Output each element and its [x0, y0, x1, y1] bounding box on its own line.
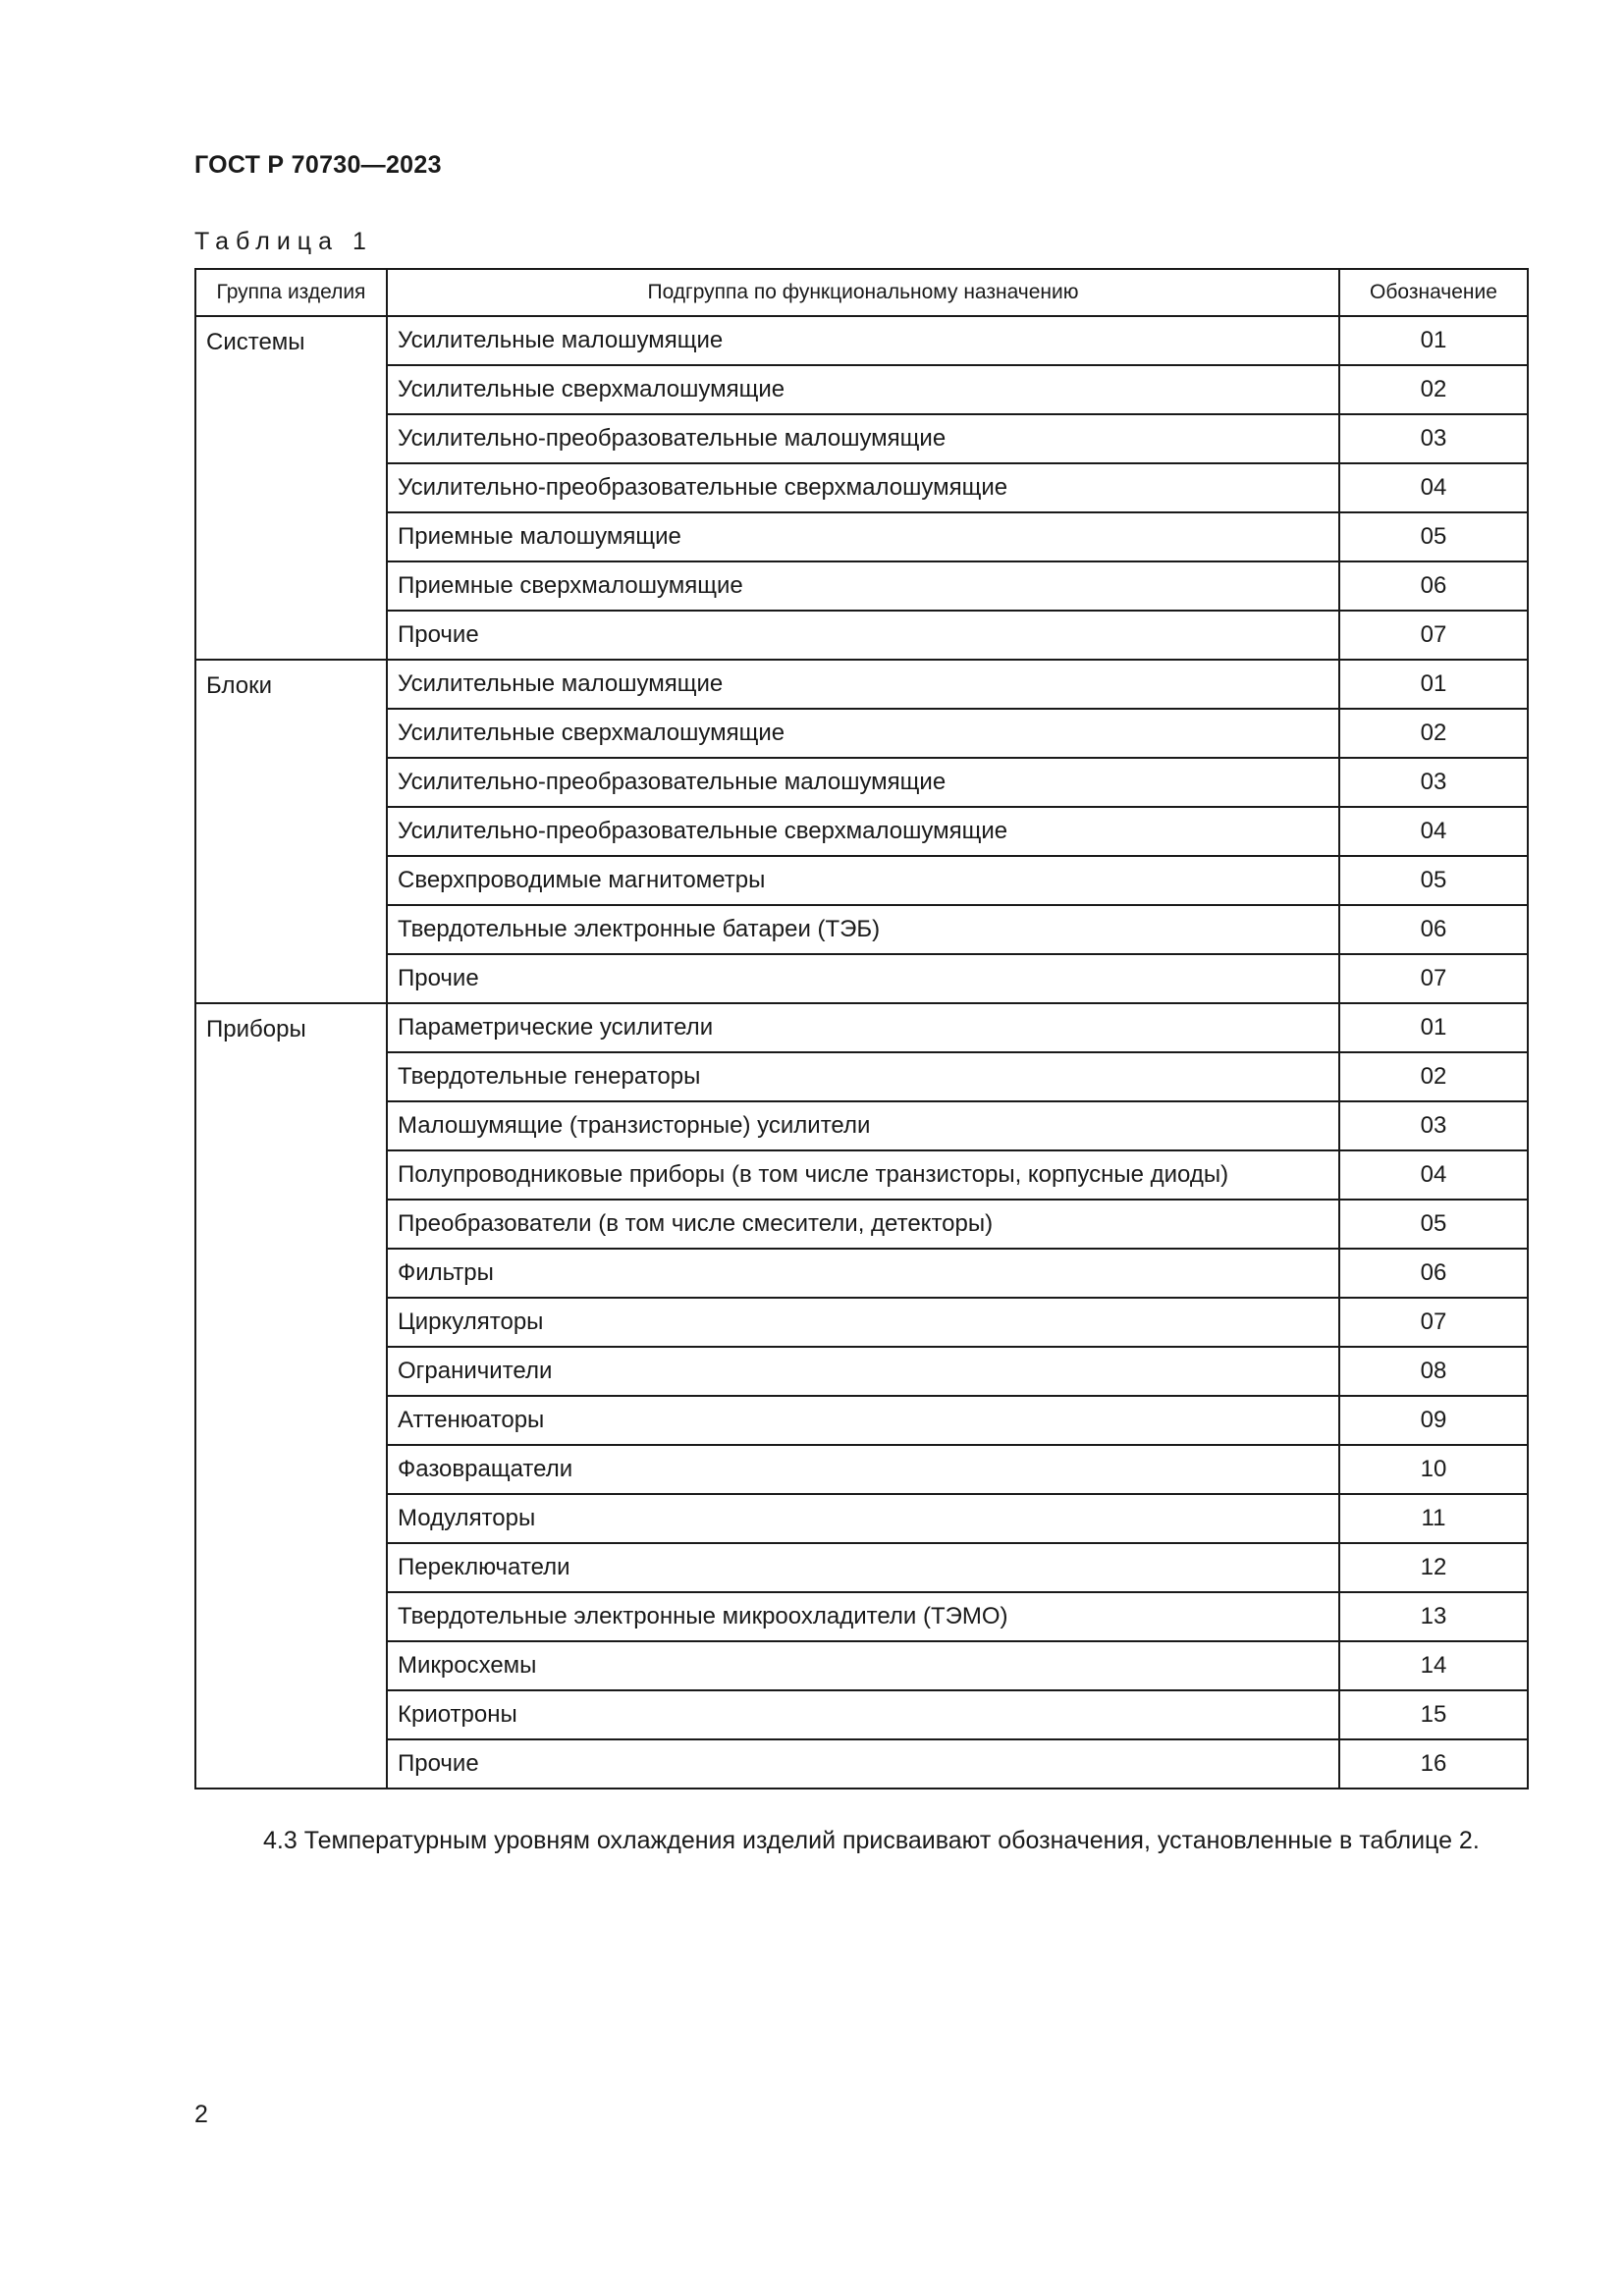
table-row	[195, 1690, 1528, 1739]
code-cell: 12	[1339, 1543, 1528, 1592]
table-row	[195, 316, 1528, 365]
table-row	[195, 1445, 1528, 1494]
code-cell: 05	[1339, 512, 1528, 561]
code-cell: 02	[1339, 365, 1528, 414]
subgroup-cell: Ограничители	[387, 1347, 1339, 1396]
table-row	[195, 1052, 1528, 1101]
table-row	[195, 1543, 1528, 1592]
subgroup-cell: Усилительные сверхмалошумящие	[387, 709, 1339, 758]
table-row	[195, 660, 1528, 709]
table-row	[195, 463, 1528, 512]
code-cell: 16	[1339, 1739, 1528, 1789]
subgroup-cell: Усилительные сверхмалошумящие	[387, 365, 1339, 414]
subgroup-cell: Полупроводниковые приборы (в том числе транзисторы, корпусные диоды)	[387, 1150, 1339, 1200]
code-cell: 02	[1339, 709, 1528, 758]
code-cell: 09	[1339, 1396, 1528, 1445]
subgroup-cell: Твердотельные электронные батареи (ТЭБ)	[387, 905, 1339, 954]
code-cell: 04	[1339, 1150, 1528, 1200]
code-cell: 08	[1339, 1347, 1528, 1396]
table-row	[195, 1494, 1528, 1543]
group-cell: Блоки	[195, 660, 387, 1003]
table-row	[195, 1739, 1528, 1789]
code-cell: 02	[1339, 1052, 1528, 1101]
group-cell: Системы	[195, 316, 387, 660]
table-row	[195, 1101, 1528, 1150]
code-cell: 04	[1339, 807, 1528, 856]
table-row	[195, 905, 1528, 954]
group-cell: Приборы	[195, 1003, 387, 1789]
subgroup-cell: Усилительно-преобразовательные малошумящие	[387, 414, 1339, 463]
column-header-group: Группа изделия	[195, 269, 387, 316]
subgroup-cell: Циркуляторы	[387, 1298, 1339, 1347]
table-row	[195, 561, 1528, 611]
table-header-row	[195, 269, 1528, 316]
subgroup-cell: Усилительно-преобразовательные сверхмалошумящие	[387, 807, 1339, 856]
code-cell: 10	[1339, 1445, 1528, 1494]
subgroup-cell: Преобразователи (в том числе смесители, детекторы)	[387, 1200, 1339, 1249]
code-cell: 07	[1339, 1298, 1528, 1347]
table-row	[195, 1396, 1528, 1445]
table-row	[195, 365, 1528, 414]
subgroup-cell: Усилительно-преобразовательные малошумящие	[387, 758, 1339, 807]
code-cell: 05	[1339, 856, 1528, 905]
table-row	[195, 1003, 1528, 1052]
column-header-subgroup: Подгруппа по функциональному назначению	[387, 269, 1339, 316]
paragraph-4-3	[194, 1824, 1527, 1858]
subgroup-cell: Параметрические усилители	[387, 1003, 1339, 1052]
code-cell: 15	[1339, 1690, 1528, 1739]
paragraph-text: 4.3 Температурным уровням охлаждения изделий присваивают обозначения, установленные в таблице 2.	[263, 1827, 1480, 1854]
code-cell: 13	[1339, 1592, 1528, 1641]
subgroup-cell: Микросхемы	[387, 1641, 1339, 1690]
code-cell: 07	[1339, 954, 1528, 1003]
document-header: ГОСТ Р 70730—2023	[194, 151, 442, 179]
designation-table	[194, 268, 1529, 1789]
subgroup-cell: Усилительные малошумящие	[387, 316, 1339, 365]
code-cell: 03	[1339, 1101, 1528, 1150]
code-cell: 01	[1339, 316, 1528, 365]
subgroup-cell: Приемные сверхмалошумящие	[387, 561, 1339, 611]
subgroup-cell: Твердотельные генераторы	[387, 1052, 1339, 1101]
table-body	[195, 316, 1528, 1789]
table-caption: Таблица 1	[194, 228, 373, 255]
subgroup-cell: Прочие	[387, 954, 1339, 1003]
table-row	[195, 1641, 1528, 1690]
code-cell: 01	[1339, 1003, 1528, 1052]
code-cell: 07	[1339, 611, 1528, 660]
table-row	[195, 954, 1528, 1003]
code-cell: 14	[1339, 1641, 1528, 1690]
subgroup-cell: Усилительно-преобразовательные сверхмалошумящие	[387, 463, 1339, 512]
table-row	[195, 512, 1528, 561]
subgroup-cell: Малошумящие (транзисторные) усилители	[387, 1101, 1339, 1150]
table-row	[195, 414, 1528, 463]
table-row	[195, 856, 1528, 905]
page-number: 2	[194, 2101, 208, 2128]
subgroup-cell: Переключатели	[387, 1543, 1339, 1592]
subgroup-cell: Сверхпроводимые магнитометры	[387, 856, 1339, 905]
subgroup-cell: Фазовращатели	[387, 1445, 1339, 1494]
subgroup-cell: Твердотельные электронные микроохладители (ТЭМО)	[387, 1592, 1339, 1641]
code-cell: 11	[1339, 1494, 1528, 1543]
subgroup-cell: Приемные малошумящие	[387, 512, 1339, 561]
subgroup-cell: Прочие	[387, 611, 1339, 660]
table-row	[195, 1347, 1528, 1396]
table-row	[195, 1592, 1528, 1641]
subgroup-cell: Фильтры	[387, 1249, 1339, 1298]
subgroup-cell: Аттенюаторы	[387, 1396, 1339, 1445]
subgroup-cell: Прочие	[387, 1739, 1339, 1789]
table-row	[195, 807, 1528, 856]
table-row	[195, 611, 1528, 660]
code-cell: 04	[1339, 463, 1528, 512]
table-row	[195, 758, 1528, 807]
table-row	[195, 1150, 1528, 1200]
column-header-code: Обозначение	[1339, 269, 1528, 316]
code-cell: 03	[1339, 414, 1528, 463]
code-cell: 03	[1339, 758, 1528, 807]
table-row	[195, 1200, 1528, 1249]
table-row	[195, 1249, 1528, 1298]
code-cell: 06	[1339, 561, 1528, 611]
subgroup-cell: Криотроны	[387, 1690, 1339, 1739]
code-cell: 01	[1339, 660, 1528, 709]
subgroup-cell: Модуляторы	[387, 1494, 1339, 1543]
table-row	[195, 1298, 1528, 1347]
subgroup-cell: Усилительные малошумящие	[387, 660, 1339, 709]
code-cell: 06	[1339, 905, 1528, 954]
table-row	[195, 709, 1528, 758]
code-cell: 06	[1339, 1249, 1528, 1298]
code-cell: 05	[1339, 1200, 1528, 1249]
